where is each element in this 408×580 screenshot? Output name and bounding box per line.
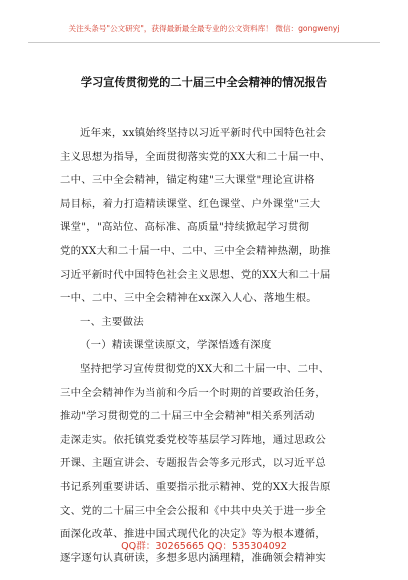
paragraph-line: 党的XX大和二十届一中、二中、三中全会精神热潮，助推 [60, 244, 331, 257]
paragraph-line: 二中、三中全会精神，锚定构建"三大课堂"理论宣讲格 [60, 174, 315, 187]
header-banner: 关注头条号"公文研究"，获得最新最全最专业的公文资料库！ 微信：gongwenyj [68, 24, 340, 33]
document-title: 学习宣传贯彻党的二十届三中全会精神的情况报告 [80, 76, 328, 89]
paragraph-line: 书记系列重要讲话、重要指示批示精神、党的XX大报告原 [60, 480, 331, 493]
paragraph-line: 面深化改革、推进中国式现代化的决定》等为根本遵循， [60, 528, 327, 541]
document-body [60, 122, 350, 570]
paragraph-line: 课堂"，"高站位、高标准、高质量"持续掀起学习贯彻 [60, 221, 310, 234]
footer-contact: QQ群：30265665 QQ：535304092 [121, 541, 287, 552]
paragraph-line: 逐字逐句认真研读，多想多思内涵理精，准确领会精神实 [60, 551, 327, 564]
paragraph-line: 局目标，着力打造精读课堂、红色课堂、户外课堂"三大 [60, 197, 321, 210]
header-divider [28, 42, 380, 43]
paragraph-line: 走深走实。依托镇党委党校等基层学习阵地，通过思政公 [60, 433, 327, 446]
paragraph-line: 文、党的二十届三中全会公报和《中共中央关于进一步全 [60, 504, 327, 517]
section-heading: 一、主要做法 [80, 315, 144, 328]
paragraph-line: 习近平新时代中国特色社会主义思想、党的XX大和二十届 [60, 268, 331, 281]
paragraph-line: 一中、二中、三中全会精神在xx深入人心、落地生根。 [60, 292, 317, 305]
paragraph-line: 三中全会精神作为当前和今后一个时期的首要政治任务， [60, 386, 327, 399]
paragraph-line: 推动"学习贯彻党的二十届三中全会精神"相关系列活动 [60, 410, 315, 423]
subsection-heading: （一）精读课堂读原文，学深悟透有深度 [80, 339, 272, 352]
paragraph-line: 开课、主题宣讲会、专题报告会等多元形式，以习近平总 [60, 457, 327, 470]
paragraph-line: 近年来，xx镇始终坚持以习近平新时代中国特色社会 [80, 127, 327, 139]
paragraph-line: 坚持把学习宣传贯彻党的XX大和二十届一中、二中、 [80, 362, 330, 375]
paragraph-line: 主义思想为指导，全面贯彻落实党的XX大和二十届一中、 [60, 150, 331, 163]
